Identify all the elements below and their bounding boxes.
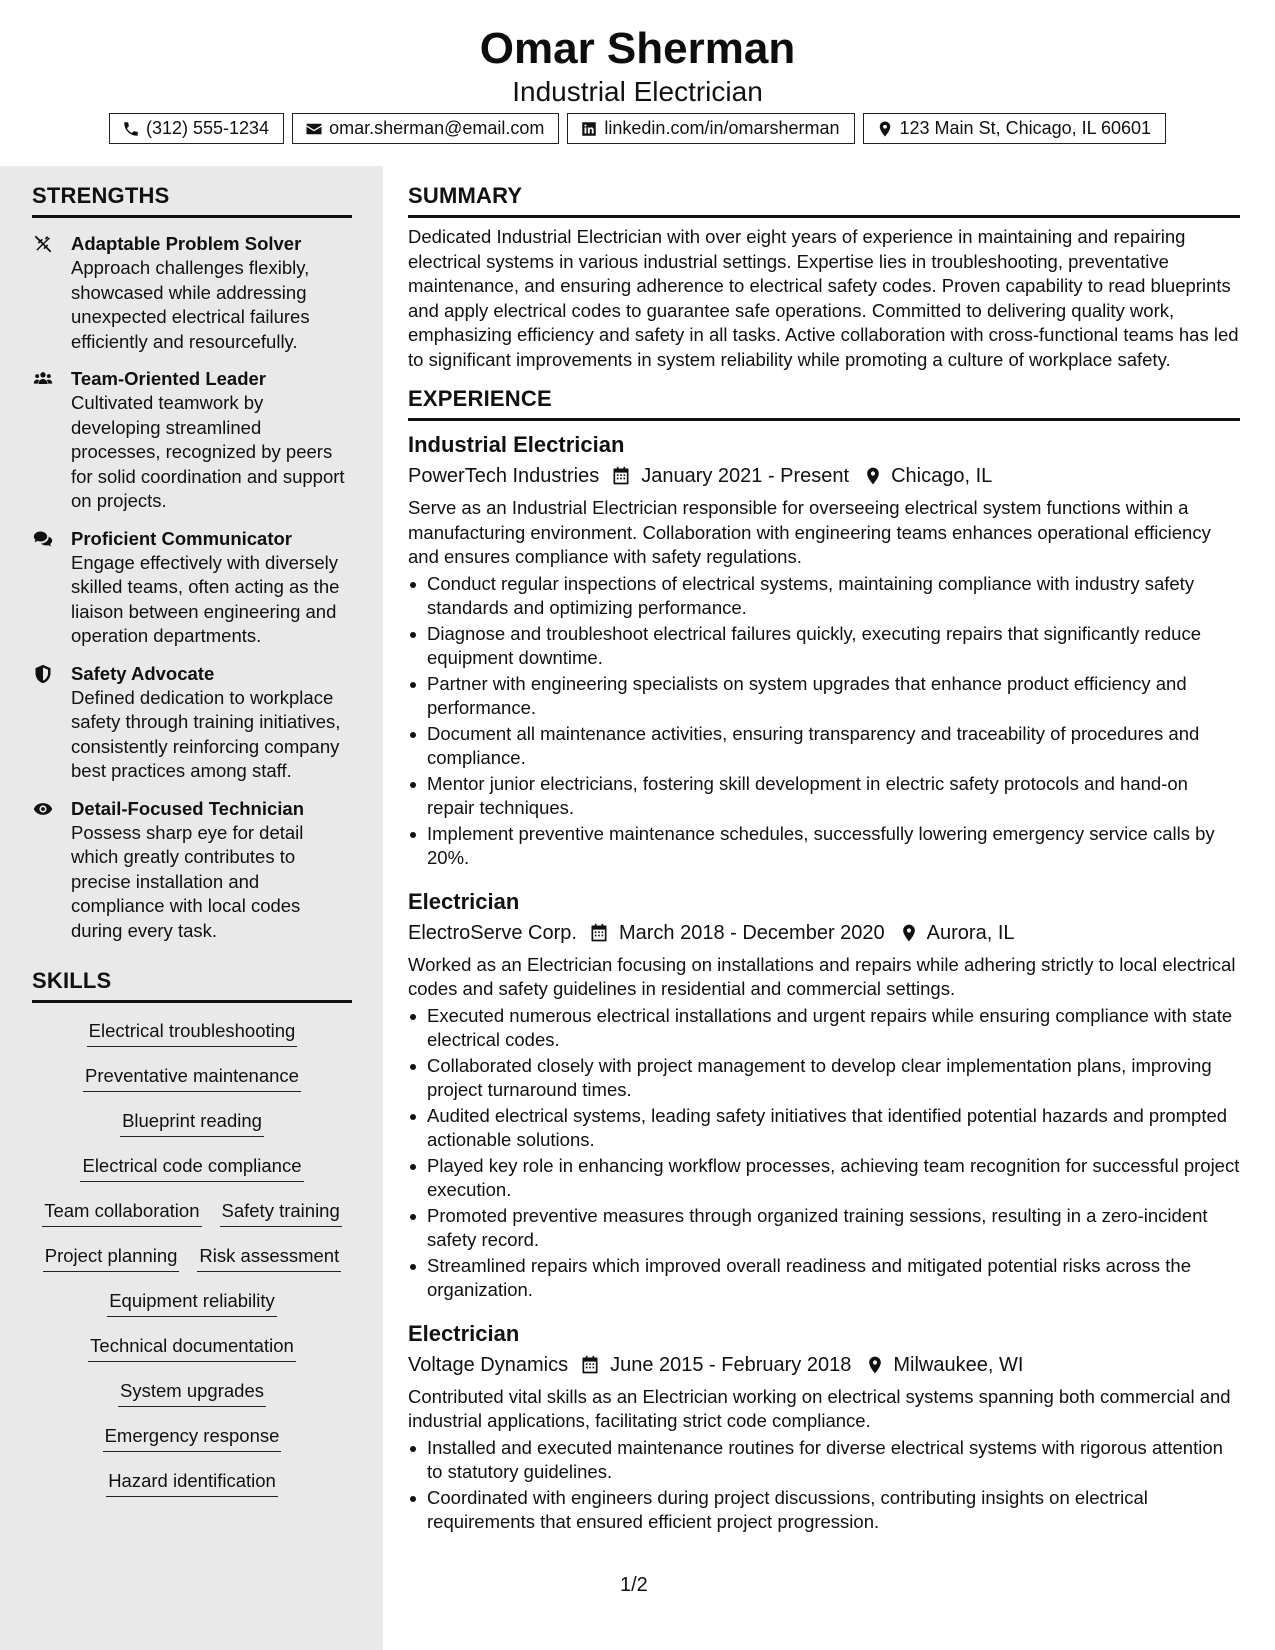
strength-item bbox=[32, 367, 352, 514]
skill-tag: Project planning bbox=[43, 1244, 180, 1272]
strength-desc: Cultivated teamwork by developing streamlined processes, recognized by peers for solid coordination and support on projects. bbox=[71, 392, 345, 511]
skill-row bbox=[87, 1013, 298, 1058]
candidate-title: Industrial Electrician bbox=[512, 76, 763, 107]
tools-icon bbox=[32, 234, 56, 254]
shield-icon bbox=[32, 664, 56, 684]
strength-title: Team-Oriented Leader bbox=[71, 368, 266, 389]
skill-row bbox=[88, 1328, 296, 1373]
job-description: Worked as an Electrician focusing on installations and repairs while adhering strictly to local electrical codes and safety guidelines in residential and commercial settings. bbox=[408, 953, 1236, 999]
summary-text: Dedicated Industrial Electrician with over eight years of experience in maintaining and repairing electrical systems in various industrial settings. Expertise lies in troubleshooting, preventative maintenance, and ensuring adherence to electrical safety codes. Proven capability to read blueprints and apply electrical codes to guarantee safe operations. Committed to delivering quality work, emphasizing efficiency and safety in all tasks. Active collaboration with cross-functional teams has led to significant improvements in system reliability while promoting a culture of workplace safety. bbox=[408, 226, 1239, 370]
page-number: 1/2 bbox=[620, 1574, 648, 1596]
calendar-icon bbox=[589, 923, 609, 943]
strength-desc: Possess sharp eye for detail which greatly contributes to precise installation and compliance with local codes during every task. bbox=[71, 821, 304, 941]
strength-title: Proficient Communicator bbox=[71, 527, 292, 549]
phone-icon bbox=[122, 120, 140, 138]
summary-heading: SUMMARY bbox=[408, 183, 1240, 218]
job-description: Contributed vital skills as an Electrician working on electrical systems spanning both commercial and industrial applications, facilitating strict code compliance. bbox=[408, 1385, 1231, 1431]
map-pin-icon bbox=[863, 466, 883, 486]
skill-row bbox=[120, 1103, 264, 1148]
job-entry bbox=[408, 1319, 1240, 1535]
bullet-item: Collaborated closely with project management to develop clear implementation plans, improving project turnaround times. bbox=[408, 1054, 1240, 1103]
skill-tag: Equipment reliability bbox=[107, 1289, 277, 1317]
bullet-item: Document all maintenance activities, ensuring transparency and traceability of procedures and compliance. bbox=[408, 722, 1240, 771]
bullet-item: Installed and executed maintenance routines for diverse electrical systems with rigorous attention to statutory guidelines. bbox=[408, 1436, 1240, 1485]
bullet-item: Diagnose and troubleshoot electrical failures quickly, executing repairs that significantly reduce equipment downtime. bbox=[408, 622, 1240, 671]
map-pin-icon bbox=[876, 120, 894, 138]
skill-tag: Electrical code compliance bbox=[80, 1154, 303, 1182]
company-name: Voltage Dynamics bbox=[408, 1353, 569, 1376]
bullet-item: Mentor junior electricians, fostering skill development in electric safety protocols and hand-on repair techniques. bbox=[408, 772, 1240, 821]
calendar-icon bbox=[580, 1355, 600, 1375]
skill-tag: Emergency response bbox=[103, 1424, 282, 1452]
job-entry bbox=[408, 887, 1240, 1303]
job-location: Chicago, IL bbox=[891, 465, 993, 487]
skill-tag: Team collaboration bbox=[42, 1199, 201, 1227]
bullet-item: Promoted preventive measures through organized training sessions, resulting in a zero-incident safety record. bbox=[408, 1204, 1240, 1253]
map-pin-icon bbox=[865, 1355, 885, 1375]
skill-tag: Blueprint reading bbox=[120, 1109, 264, 1137]
bullet-item: Audited electrical systems, leading safety initiatives that identified potential hazards and prompted actionable solutions. bbox=[408, 1104, 1240, 1153]
job-dates: January 2021 - Present bbox=[641, 465, 850, 487]
contact-email[interactable] bbox=[292, 113, 559, 144]
skill-row bbox=[80, 1148, 303, 1193]
skill-tag: Electrical troubleshooting bbox=[87, 1019, 298, 1047]
strength-desc: Engage effectively with diversely skilled teams, often acting as the liaison between engineering and operation departments. bbox=[71, 551, 340, 646]
contact-text: omar.sherman@email.com bbox=[329, 118, 545, 138]
bullet-item: Coordinated with engineers during project discussions, contributing insights on electrical requirements that ensured efficient project progression. bbox=[408, 1486, 1240, 1535]
skill-tag: Technical documentation bbox=[88, 1334, 296, 1362]
skill-tag: Hazard identification bbox=[106, 1469, 278, 1497]
calendar-icon bbox=[611, 466, 631, 486]
job-location: Milwaukee, WI bbox=[893, 1353, 1024, 1376]
strength-desc: Approach challenges flexibly, showcased while addressing unexpected electrical failures efficiently and resourcefully. bbox=[71, 257, 310, 352]
bullet-item: Executed numerous electrical installations and urgent repairs while ensuring compliance with state electrical codes. bbox=[408, 1004, 1240, 1053]
resume-header bbox=[0, 22, 1275, 108]
comments-icon bbox=[32, 529, 56, 549]
skills-list bbox=[32, 1013, 352, 1508]
skill-row bbox=[103, 1418, 282, 1463]
contact-phone[interactable] bbox=[109, 113, 284, 144]
strength-item bbox=[32, 797, 352, 944]
strength-title: Safety Advocate bbox=[71, 662, 215, 684]
skill-tag: Safety training bbox=[220, 1199, 342, 1227]
contact-text: 123 Main St, Chicago, IL 60601 bbox=[899, 118, 1152, 138]
contact-linkedin[interactable] bbox=[567, 113, 854, 144]
job-bullets bbox=[408, 1436, 1240, 1535]
strengths-list bbox=[32, 232, 352, 943]
strength-desc: Defined dedication to workplace safety through training initiatives, consistently reinforcing company best practices among staff. bbox=[71, 686, 341, 781]
skill-row bbox=[43, 1238, 342, 1283]
contact-text: (312) 555-1234 bbox=[145, 118, 270, 138]
envelope-icon bbox=[305, 120, 323, 138]
contact-bar bbox=[0, 113, 1275, 144]
strength-item bbox=[32, 527, 352, 649]
job-title: Electrician bbox=[408, 1320, 520, 1346]
company-name: PowerTech Industries bbox=[408, 465, 600, 487]
strength-item bbox=[32, 662, 352, 784]
job-dates: March 2018 - December 2020 bbox=[618, 921, 885, 944]
job-entry bbox=[408, 430, 1240, 871]
strength-title: Detail-Focused Technician bbox=[71, 797, 305, 819]
skill-row bbox=[42, 1193, 342, 1238]
job-meta bbox=[408, 462, 1240, 490]
job-dates: June 2015 - February 2018 bbox=[610, 1353, 852, 1376]
skill-tag: Preventative maintenance bbox=[83, 1064, 301, 1092]
bullet-item: Implement preventive maintenance schedules, successfully lowering emergency service calls by 20%. bbox=[408, 822, 1240, 871]
job-location: Aurora, IL bbox=[926, 921, 1015, 944]
skill-row bbox=[106, 1463, 278, 1508]
experience-heading: EXPERIENCE bbox=[408, 386, 1240, 421]
eye-icon bbox=[32, 799, 56, 819]
job-meta bbox=[408, 1351, 1240, 1379]
job-title: Electrician bbox=[408, 888, 520, 914]
strength-item bbox=[32, 232, 352, 354]
main-column bbox=[408, 183, 1240, 1536]
job-bullets bbox=[408, 1004, 1240, 1303]
skill-row bbox=[83, 1058, 301, 1103]
job-meta bbox=[408, 919, 1240, 947]
company-name: ElectroServe Corp. bbox=[408, 921, 577, 944]
job-description: Serve as an Industrial Electrician responsible for overseeing electrical system functions within a manufacturing environment. Collaboration with engineering teams enhances operational efficiency and ensures compliance with safety regulations. bbox=[408, 497, 1211, 567]
skill-row bbox=[118, 1373, 266, 1418]
sidebar bbox=[32, 183, 352, 1508]
bullet-item: Partner with engineering specialists on system upgrades that enhance product efficiency and performance. bbox=[408, 672, 1240, 721]
bullet-item: Streamlined repairs which improved overall readiness and mitigated potential risks across the organization. bbox=[408, 1254, 1240, 1303]
skill-tag: System upgrades bbox=[118, 1379, 266, 1407]
map-pin-icon bbox=[899, 923, 919, 943]
contact-text: linkedin.com/in/omarsherman bbox=[604, 118, 840, 138]
candidate-name: Omar Sherman bbox=[479, 24, 796, 73]
job-bullets bbox=[408, 572, 1240, 871]
linkedin-icon bbox=[580, 120, 598, 138]
bullet-item: Conduct regular inspections of electrical systems, maintaining compliance with industry safety standards and optimizing performance. bbox=[408, 572, 1240, 621]
strengths-heading: STRENGTHS bbox=[32, 183, 352, 218]
skill-tag: Risk assessment bbox=[197, 1244, 341, 1272]
bullet-item: Played key role in enhancing workflow processes, achieving team recognition for successful project execution. bbox=[408, 1154, 1240, 1203]
skill-row bbox=[107, 1283, 277, 1328]
users-icon bbox=[32, 369, 56, 389]
contact-address[interactable] bbox=[863, 113, 1167, 144]
skills-heading: SKILLS bbox=[32, 968, 352, 1003]
strength-title: Adaptable Problem Solver bbox=[71, 233, 302, 254]
job-title: Industrial Electrician bbox=[408, 432, 625, 457]
